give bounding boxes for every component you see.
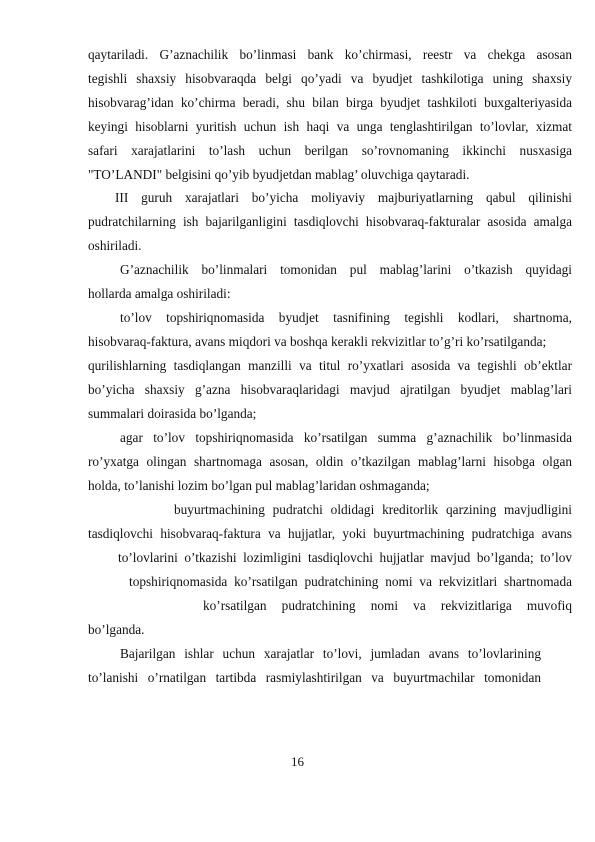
- text-line: to’lov topshiriqnomasida byudjet tasnifining tegishli kodlari, shartnoma,: [120, 310, 572, 325]
- text-line: "TO’LANDI" belgisini qo’yib byudjetdan mablag’ oluvchiga qaytaradi.: [88, 167, 470, 182]
- text-line: hisobvaraq-faktura, avans miqdori va boshqa kerakli rekvizitlar to’g’ri ko’rsatilganda;: [88, 334, 547, 349]
- text-line: summalari doirasida bo’lganda;: [88, 406, 257, 421]
- text-line: G’aznachilik bo’linmalari tomonidan pul mablag’larini o’tkazish quyidagi: [120, 262, 572, 277]
- text-line: holda, to’lanishi lozim bo’lgan pul mablag’laridan oshmaganda;: [88, 478, 430, 493]
- text-line: ko’rsatilgan pudratchining nomi va rekvizitlariga muvofiq: [203, 598, 572, 613]
- text-line: hollarda amalga oshiriladi:: [88, 286, 231, 301]
- text-line: Bajarilgan ishlar uchun xarajatlar to’lovi, jumladan avans to’lovlarining: [120, 646, 541, 661]
- text-line: ro’yxatga olingan shartnomaga asosan, oldin o’tkazilgan mablag’larni hisobga olgan: [88, 454, 572, 469]
- page-number: 16: [291, 754, 304, 769]
- text-line: qaytariladi. G’aznachilik bo’linmasi bank ko’chirmasi, reestr va chekga asosan: [88, 47, 572, 62]
- text-line: agar to’lov topshiriqnomasida ko’rsatilgan summa g’aznachilik bo’linmasida: [120, 430, 572, 445]
- text-line: tegishli shaxsiy hisobvaraqda belgi qo’yadi va byudjet tashkilotiga uning shaxsiy: [88, 71, 572, 86]
- text-line: III guruh xarajatlari bo’yicha moliyaviy majburiyatlarning qabul qilinishi: [115, 190, 572, 205]
- text-line: bo’lganda.: [88, 622, 145, 637]
- text-line: pudratchilarning ish bajarilganligini tasdiqlovchi hisobvaraq-fakturalar asosida amalga: [88, 214, 572, 229]
- text-line: to’lovlarini o’tkazishi lozimligini tasdiqlovchi hujjatlar mavjud bo’lganda; to’lov: [118, 550, 572, 565]
- text-line: oshiriladi.: [88, 238, 142, 253]
- text-line: to’lanishi o’rnatilgan tartibda rasmiylashtirilgan va buyurtmachilar tomonidan: [88, 670, 541, 685]
- text-line: bo’yicha shaxsiy g’azna hisobvaraqlaridagi mavjud ajratilgan byudjet mablag’lari: [88, 382, 572, 397]
- text-line: topshiriqnomasida ko’rsatilgan pudratchining nomi va rekvizitlari shartnomada: [129, 574, 572, 589]
- text-line: tasdiqlovchi hisobvaraq-faktura va hujjatlar, yoki buyurtmachining pudratchiga avans: [88, 526, 572, 541]
- text-line: buyurtmachining pudratchi oldidagi kreditorlik qarzining mavjudligini: [174, 502, 572, 517]
- text-line: hisobvarag’idan ko’chirma beradi, shu bilan birga byudjet tashkiloti buxgalteriyasida: [88, 95, 572, 110]
- text-line: safari xarajatlarini to’lash uchun berilgan so’rovnomaning ikkinchi nusxasiga: [88, 143, 572, 158]
- text-line: keyingi hisoblarni yuritish uchun ish haqi va unga tenglashtirilgan to’lovlar, xizmat: [88, 119, 572, 134]
- text-line: qurilishlarning tasdiqlangan manzilli va titul ro’yxatlari asosida va tegishli ob’ektlar: [88, 358, 572, 373]
